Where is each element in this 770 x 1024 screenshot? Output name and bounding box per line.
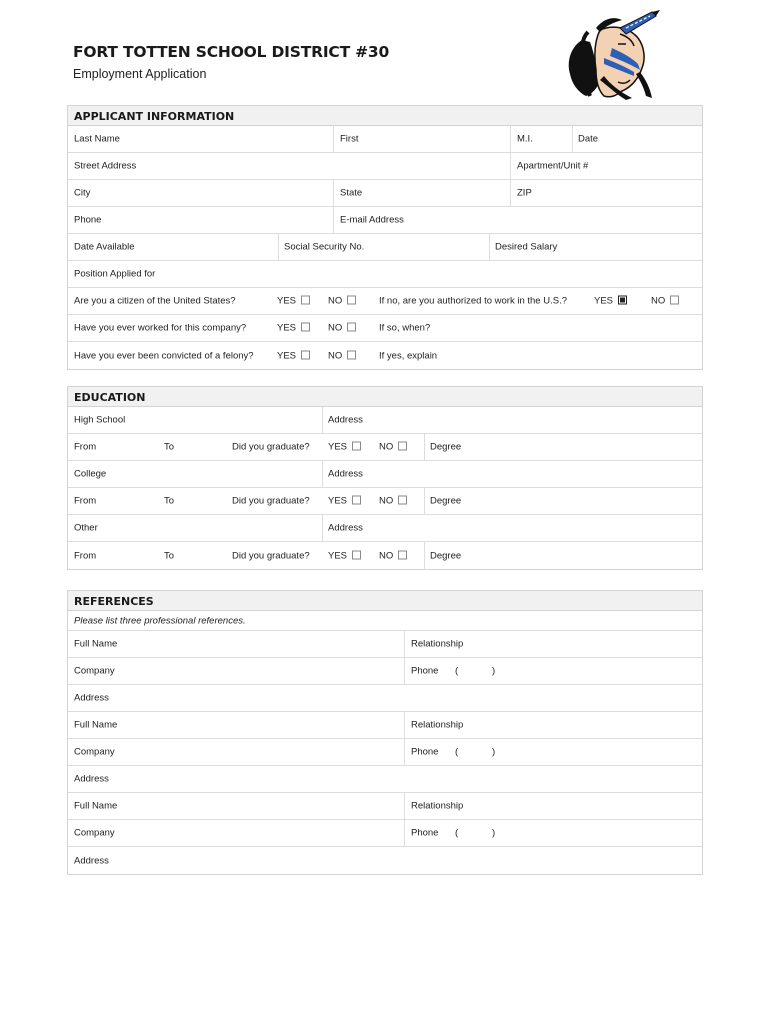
- reference-3-full-name-label: Full Name: [74, 800, 118, 812]
- reference-2-company-row: [68, 739, 702, 766]
- college-address-label: Address: [328, 468, 363, 480]
- page-title: FORT TOTTEN SCHOOL DISTRICT #30: [73, 43, 390, 61]
- high-school-no-checkbox[interactable]: [398, 442, 407, 451]
- page-header: [73, 43, 389, 81]
- street-row: [68, 153, 702, 180]
- reference-1-relationship-label: Relationship: [411, 638, 464, 650]
- other-yes-option[interactable]: YES: [328, 550, 361, 561]
- college-row: [68, 461, 702, 488]
- worked-row: [68, 315, 702, 342]
- date-label: Date: [578, 133, 599, 145]
- reference-3-company-label: Company: [74, 827, 115, 839]
- reference-1-company-label: Company: [74, 665, 115, 677]
- citizen-row: [68, 288, 702, 315]
- availability-row: [68, 234, 702, 261]
- street-address-label: Street Address: [74, 160, 137, 172]
- references-note-row: [68, 611, 702, 631]
- other-from-label: From: [74, 550, 97, 561]
- felony-row: [68, 342, 702, 369]
- worked-no-checkbox[interactable]: [347, 323, 356, 332]
- chief-headdress-logo-icon: [560, 10, 662, 102]
- college-graduate-question: Did you graduate?: [232, 495, 310, 507]
- high-school-row: [68, 407, 702, 434]
- college-yes-option[interactable]: YES: [328, 496, 361, 507]
- position-label: Position Applied for: [74, 268, 156, 280]
- zip-label: ZIP: [517, 187, 532, 199]
- college-degree-label: Degree: [430, 495, 462, 507]
- phone-label: Phone: [74, 214, 102, 226]
- email-label: E-mail Address: [340, 214, 404, 226]
- high-school-no-option[interactable]: NO: [379, 442, 407, 453]
- last-name-label: Last Name: [74, 133, 120, 145]
- city-label: City: [74, 187, 91, 199]
- references-section-heading: REFERENCES: [68, 591, 702, 611]
- college-from-label: From: [74, 495, 97, 507]
- authorized-no-option[interactable]: NO: [651, 296, 679, 307]
- citizen-yes-checkbox[interactable]: [301, 296, 310, 305]
- phone-row: [68, 207, 702, 234]
- citizen-question: Are you a citizen of the United States?: [74, 295, 236, 307]
- reference-3-paren-close: ): [492, 827, 496, 839]
- name-row: [68, 126, 702, 153]
- other-dates-row: [68, 542, 702, 569]
- worked-yes-checkbox[interactable]: [301, 323, 310, 332]
- desired-salary-label: Desired Salary: [495, 241, 558, 253]
- education-section-heading: EDUCATION: [68, 387, 702, 407]
- reference-1-company-row: [68, 658, 702, 685]
- reference-2-address-label: Address: [74, 773, 109, 785]
- college-no-option[interactable]: NO: [379, 496, 407, 507]
- college-no-checkbox[interactable]: [398, 496, 407, 505]
- high-school-graduate-question: Did you graduate?: [232, 441, 310, 453]
- felony-no-option[interactable]: NO: [328, 350, 356, 361]
- education-section: [67, 386, 703, 570]
- reference-2-relationship-label: Relationship: [411, 719, 464, 731]
- reference-1-address-label: Address: [74, 692, 109, 704]
- reference-3-name-row: [68, 793, 702, 820]
- reference-3-paren-open: (: [455, 827, 459, 839]
- other-graduate-question: Did you graduate?: [232, 550, 310, 561]
- high-school-degree-label: Degree: [430, 441, 462, 453]
- page-subtitle: Employment Application: [73, 67, 207, 81]
- reference-1-phone-label: Phone: [411, 665, 439, 677]
- reference-3-company-row: [68, 820, 702, 847]
- authorized-no-checkbox[interactable]: [670, 296, 679, 305]
- reference-3-relationship-label: Relationship: [411, 800, 464, 812]
- felony-yes-checkbox[interactable]: [301, 350, 310, 359]
- reference-2-paren-open: (: [455, 746, 459, 758]
- other-address-label: Address: [328, 522, 363, 534]
- applicant-information-section: [67, 105, 703, 370]
- citizen-yes-option[interactable]: YES: [277, 296, 310, 307]
- citizen-no-option[interactable]: NO: [328, 296, 356, 307]
- reference-3-phone-label: Phone: [411, 827, 439, 839]
- reference-1-address-row: [68, 685, 702, 712]
- ssn-label: Social Security No.: [284, 241, 365, 253]
- other-label: Other: [74, 522, 98, 534]
- reference-2-paren-close: ): [492, 746, 496, 758]
- worked-question: Have you ever worked for this company?: [74, 322, 247, 334]
- references-section: [67, 590, 703, 875]
- reference-1-name-row: [68, 631, 702, 658]
- college-to-label: To: [164, 495, 175, 507]
- college-label: College: [74, 468, 107, 480]
- high-school-address-label: Address: [328, 414, 363, 426]
- high-school-dates-row: [68, 434, 702, 461]
- reference-2-address-row: [68, 766, 702, 793]
- other-degree-label: Degree: [430, 550, 462, 561]
- reference-2-company-label: Company: [74, 746, 115, 758]
- other-to-label: To: [164, 550, 175, 561]
- high-school-from-label: From: [74, 441, 97, 453]
- high-school-yes-option[interactable]: YES: [328, 442, 361, 453]
- reference-1-paren-close: ): [492, 665, 496, 677]
- authorized-yes-option[interactable]: YES: [594, 296, 627, 307]
- felony-yes-option[interactable]: YES: [277, 350, 310, 361]
- reference-1-paren-open: (: [455, 665, 459, 677]
- other-no-checkbox[interactable]: [398, 550, 407, 559]
- applicant-section-heading: APPLICANT INFORMATION: [68, 106, 702, 126]
- high-school-yes-checkbox[interactable]: [352, 442, 361, 451]
- middle-initial-label: M.I.: [517, 133, 533, 145]
- other-row: [68, 515, 702, 542]
- college-yes-checkbox[interactable]: [352, 496, 361, 505]
- state-label: State: [340, 187, 363, 199]
- reference-2-phone-label: Phone: [411, 746, 439, 758]
- first-name-label: First: [340, 133, 359, 145]
- position-row: [68, 261, 702, 288]
- explain-question: If yes, explain: [379, 350, 438, 361]
- when-question: If so, when?: [379, 322, 431, 334]
- reference-2-full-name-label: Full Name: [74, 719, 118, 731]
- felony-question: Have you ever been convicted of a felony?: [74, 350, 254, 361]
- felony-no-checkbox[interactable]: [347, 350, 356, 359]
- apartment-label: Apartment/Unit #: [517, 160, 589, 172]
- reference-3-address-label: Address: [74, 855, 109, 866]
- reference-3-address-row: [68, 847, 702, 874]
- other-no-option[interactable]: NO: [379, 550, 407, 561]
- reference-1-full-name-label: Full Name: [74, 638, 118, 650]
- authorized-question: If no, are you authorized to work in the U.S.?: [379, 295, 567, 307]
- date-available-label: Date Available: [74, 241, 135, 253]
- citizen-no-checkbox[interactable]: [347, 296, 356, 305]
- other-yes-checkbox[interactable]: [352, 550, 361, 559]
- college-dates-row: [68, 488, 702, 515]
- city-row: [68, 180, 702, 207]
- references-note: Please list three professional references.: [74, 615, 246, 626]
- high-school-to-label: To: [164, 441, 175, 453]
- authorized-yes-checkbox[interactable]: [618, 296, 627, 305]
- worked-no-option[interactable]: NO: [328, 323, 356, 334]
- high-school-label: High School: [74, 414, 126, 426]
- reference-2-name-row: [68, 712, 702, 739]
- worked-yes-option[interactable]: YES: [277, 323, 310, 334]
